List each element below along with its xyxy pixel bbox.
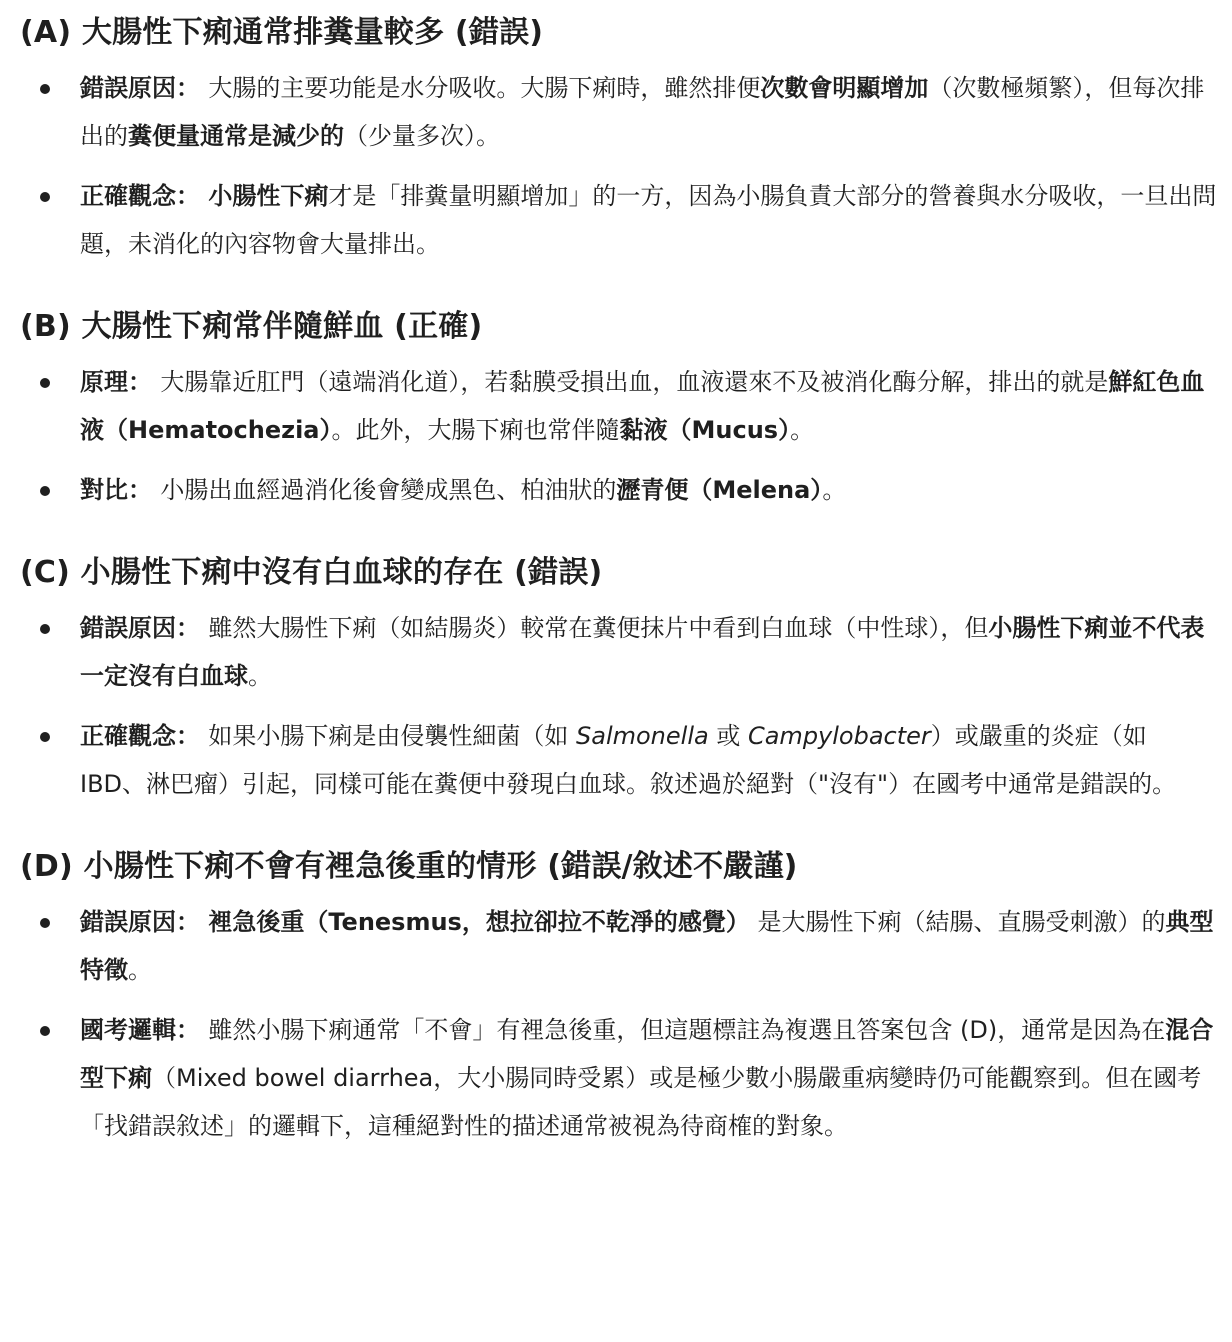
bullet-dot-icon bbox=[40, 84, 50, 94]
list-item bbox=[20, 1006, 1220, 1150]
point-lead: 國考邏輯： bbox=[80, 1016, 200, 1044]
text-span: 大腸靠近肛門（遠端消化道），若黏膜受損出血，血液還來不及被消化酶分解，排出的就是 bbox=[160, 368, 1109, 396]
text-span: 雖然小腸下痢通常「不會」有裡急後重，但這題標註為複選且答案包含 (D)，通常是因為在 bbox=[208, 1016, 1166, 1044]
text-span: 。 bbox=[822, 476, 847, 504]
text-span: ）或嚴重的炎症（如 IBD、淋巴瘤）引起，同樣可能在糞便中發現白血球。敘述過於絕對（"沒有"）在國考中通常是錯誤的。 bbox=[80, 722, 1177, 798]
text-span: 才是「排糞量明顯增加」的一方，因為小腸負責大部分的營養與水分吸收，一旦出問題，未消化的內容物會大量排出。 bbox=[80, 182, 1217, 258]
text-span: 。此外，大腸下痢也常伴隨 bbox=[331, 416, 620, 444]
bullet-list bbox=[20, 64, 1220, 268]
bold-span: 小腸性下痢並不代表一定沒有白血球 bbox=[80, 614, 1205, 690]
list-item bbox=[20, 172, 1220, 268]
section-heading: (D) 小腸性下痢不會有裡急後重的情形 (錯誤/敘述不嚴謹) bbox=[20, 849, 798, 884]
list-item bbox=[20, 64, 1220, 160]
list-item bbox=[20, 466, 1220, 514]
text-span: 。 bbox=[248, 662, 272, 690]
list-item bbox=[20, 898, 1220, 994]
bold-span: 鮮紅色血液（Hematochezia） bbox=[80, 368, 1205, 444]
section-heading: (B) 大腸性下痢常伴隨鮮血 (正確) bbox=[20, 309, 483, 344]
point-lead: 正確觀念： bbox=[80, 722, 200, 750]
section-d bbox=[20, 808, 1220, 1150]
bold-span: 裡急後重（Tenesmus，想拉卻拉不乾淨的感覺） bbox=[208, 908, 750, 936]
section-b bbox=[20, 268, 1220, 514]
section-a bbox=[20, 0, 1220, 268]
section-heading: (C) 小腸性下痢中沒有白血球的存在 (錯誤) bbox=[20, 555, 603, 590]
bold-span: 黏液（Mucus） bbox=[619, 416, 791, 444]
list-item bbox=[20, 604, 1220, 700]
italic-span: Campylobacter bbox=[747, 722, 931, 750]
bullet-dot-icon bbox=[40, 1026, 50, 1036]
text-span: （次數極頻繁），但每次排出的 bbox=[80, 74, 1205, 150]
bullet-dot-icon bbox=[40, 378, 50, 388]
point-lead: 原理： bbox=[80, 368, 152, 396]
bold-span: 瀝青便（Melena） bbox=[616, 476, 823, 504]
bullet-dot-icon bbox=[40, 192, 50, 202]
bold-span: 典型特徵 bbox=[80, 908, 1214, 984]
bullet-dot-icon bbox=[40, 486, 50, 496]
point-lead: 錯誤原因： bbox=[80, 908, 200, 936]
bold-span: 混合型下痢 bbox=[80, 1016, 1214, 1092]
bold-span: 小腸性下痢 bbox=[208, 182, 329, 210]
text-span: （Mixed bowel diarrhea，大小腸同時受累）或是極少數小腸嚴重病變時仍可能觀察到。但在國考「找錯誤敘述」的邏輯下，這種絕對性的描述通常被視為待商榷的對象。 bbox=[80, 1064, 1202, 1140]
text-span: 或 bbox=[708, 722, 748, 750]
text-span: 是大腸性下痢（結腸、直腸受刺激）的 bbox=[749, 908, 1166, 936]
bullet-dot-icon bbox=[40, 732, 50, 742]
text-span: 大腸的主要功能是水分吸收。大腸下痢時，雖然排便 bbox=[208, 74, 761, 102]
text-span: （少量多次）。 bbox=[344, 122, 500, 150]
text-span: 。 bbox=[790, 416, 815, 444]
point-lead: 錯誤原因： bbox=[80, 74, 200, 102]
point-lead: 對比： bbox=[80, 476, 152, 504]
point-lead: 錯誤原因： bbox=[80, 614, 200, 642]
point-lead: 正確觀念： bbox=[80, 182, 200, 210]
text-span: 。 bbox=[128, 956, 152, 984]
italic-span: Salmonella bbox=[576, 722, 709, 750]
list-item bbox=[20, 358, 1220, 454]
text-span: 雖然大腸性下痢（如結腸炎）較常在糞便抹片中看到白血球（中性球），但 bbox=[208, 614, 989, 642]
bullet-list bbox=[20, 898, 1220, 1150]
bullet-dot-icon bbox=[40, 918, 50, 928]
bold-span: 糞便量通常是減少的 bbox=[128, 122, 344, 150]
bullet-dot-icon bbox=[40, 624, 50, 634]
text-span: 小腸出血經過消化後會變成黑色、柏油狀的 bbox=[160, 476, 617, 504]
text-span: 如果小腸下痢是由侵襲性細菌（如 bbox=[208, 722, 576, 750]
bullet-list bbox=[20, 358, 1220, 514]
list-item bbox=[20, 712, 1220, 808]
bullet-list bbox=[20, 604, 1220, 808]
section-heading: (A) 大腸性下痢通常排糞量較多 (錯誤) bbox=[20, 15, 544, 50]
bold-span: 次數會明顯增加 bbox=[760, 74, 929, 102]
section-c bbox=[20, 514, 1220, 808]
